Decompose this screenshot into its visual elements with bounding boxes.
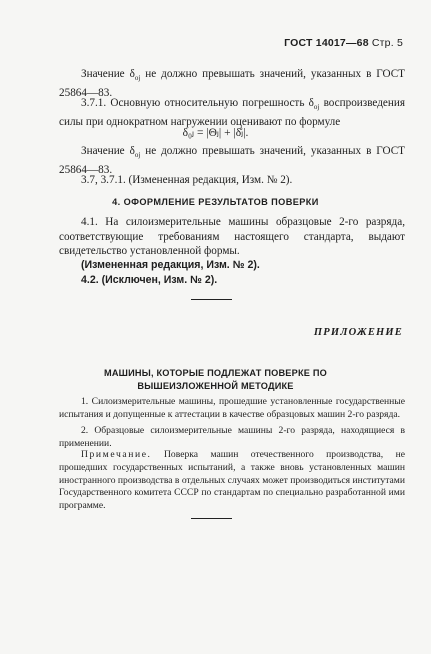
appendix-title: МАШИНЫ, КОТОРЫЕ ПОДЛЕЖАТ ПОВЕРКЕ ПО ВЫШЕИЗЛОЖЕННОЙ МЕТОДИКЕ xyxy=(103,368,328,391)
appendix-note: Примечание. Поверка машин отечественного производства, не прошедших государственных испытаний, а также вновь установленных машин иностранного производства в отдельных случаях может производиться институтами Государственного комитета СССР по стандартам по специально разработанной ими программе. xyxy=(59,449,406,512)
paragraph-4-1: 4.1. На силоизмерительные машины образцовые 2-го разряда, соответствующие требованиям настоящего стандарта, выдают свидетельство установленной формы. xyxy=(59,216,405,257)
section-4-title: 4. ОФОРМЛЕНИЕ РЕЗУЛЬТАТОВ ПОВЕРКИ xyxy=(112,197,319,207)
paragraph-delta-limit: Значение $\delta_{oj}$ не должно превышать значений, указанных в ГОСТ 25864—83. xyxy=(59,68,406,99)
amendment-note-4-1: (Измененная редакция, Изм. № 2). xyxy=(81,259,260,271)
note-label: Примечание. xyxy=(81,449,152,460)
amendment-note-3-7: 3.7, 3.7.1. (Измененная редакция, Изм. № 2). xyxy=(81,174,293,186)
paragraph-4-2: 4.2. (Исключен, Изм. № 2). xyxy=(81,274,218,286)
appendix-label: ПРИЛОЖЕНИЕ xyxy=(313,327,403,338)
bottom-divider xyxy=(191,518,232,519)
section-divider xyxy=(191,299,232,300)
formula: δ₀ⱼ = |Θⱼ| + |δ̊ⱼ|. xyxy=(182,127,249,139)
page-header xyxy=(284,37,403,49)
paragraph-delta-limit-2: Значение $\delta_{oj}$ не должно превышать значений, указанных в ГОСТ 25864—83. xyxy=(59,145,405,176)
standard-number: ГОСТ 14017—68 xyxy=(284,37,369,49)
page-number: Стр. 5 xyxy=(371,37,403,49)
appendix-item-2: 2. Образцовые силоизмерительные машины 2-го разряда, находящиеся в применении. xyxy=(59,425,405,449)
delta-symbol: δ xyxy=(129,68,135,80)
appendix-item-1: 1. Силоизмерительные машины, прошедшие установленные государственные испытания и допущенные к аттестации в качестве образцовых машин 2-го разряда. xyxy=(59,396,405,420)
paragraph-3-7-1: 3.7.1. Основную относительную погрешность $\delta_{oj}$ воспроизведения силы при однократном нагружении оценивают по формуле xyxy=(59,97,406,128)
